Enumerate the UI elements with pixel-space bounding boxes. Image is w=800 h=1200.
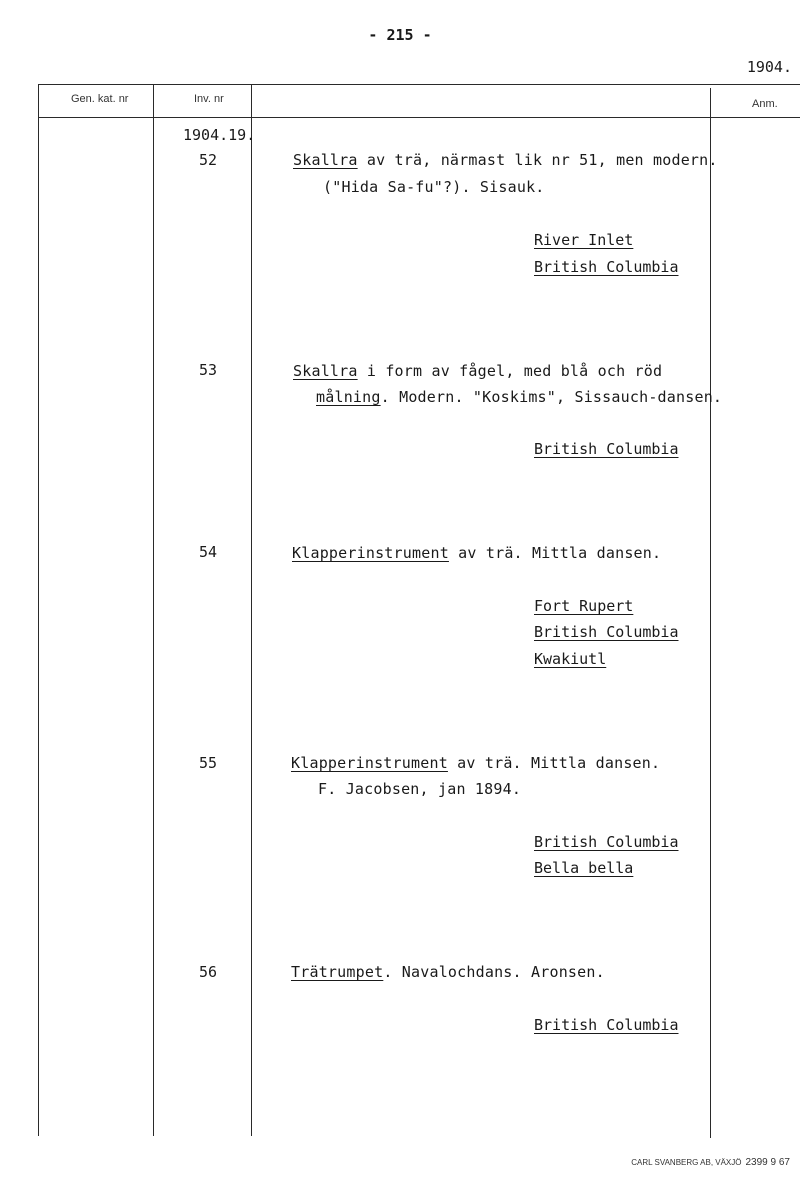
entry-place: British Columbia <box>534 258 679 276</box>
entry-place: Bella bella <box>534 859 634 877</box>
entry-place: River Inlet <box>534 231 634 249</box>
inv-number: 54 <box>199 543 218 561</box>
entry-term: Skallra <box>293 362 358 380</box>
entry-term: Klapperinstrument <box>291 754 448 772</box>
left-margin-rule <box>38 84 39 1136</box>
inv-number: 53 <box>199 361 218 379</box>
entry-desc-text: av trä. Mittla dansen. <box>448 544 662 562</box>
inv-number: 56 <box>199 963 218 981</box>
entry-desc-text: . Modern. "Koskims", Sissauch-dansen. <box>380 388 723 406</box>
entry-place: British Columbia <box>534 440 679 458</box>
entry-term: målning <box>316 388 381 406</box>
year-corner: 1904. <box>746 58 792 76</box>
printer-imprint <box>631 1157 790 1168</box>
entry-description-line2: F. Jacobsen, jan 1894. <box>318 780 522 798</box>
entry-description-line2 <box>316 388 722 406</box>
inv-number: 55 <box>199 754 218 772</box>
entry-description <box>291 963 605 981</box>
entry-desc-text: i form av fågel, med blå och röd <box>357 362 663 380</box>
entry-description <box>293 362 662 380</box>
entry-description <box>293 151 718 169</box>
desc-anm-divider <box>710 88 711 1138</box>
header-inv-nr: Inv. nr <box>194 93 224 105</box>
entry-description <box>292 544 661 562</box>
entry-term: Klapperinstrument <box>292 544 449 562</box>
inv-desc-divider <box>251 84 252 1136</box>
entry-desc-text: av trä. Mittla dansen. <box>447 754 661 772</box>
entry-term: Trätrumpet <box>291 963 384 981</box>
header-anm: Anm. <box>752 98 778 110</box>
gen-inv-divider <box>153 84 154 1136</box>
entry-place: Kwakiutl <box>534 650 607 668</box>
entry-desc-text: . Navalochdans. Aronsen. <box>383 963 605 981</box>
entry-place: British Columbia <box>534 833 679 851</box>
entry-place: British Columbia <box>534 1016 679 1034</box>
entry-description <box>291 754 660 772</box>
entry-desc-text: av trä, närmast lik nr 51, men modern. <box>357 151 718 169</box>
header-gen-kat-nr: Gen. kat. nr <box>71 93 129 105</box>
page-number: - 215 - <box>368 26 432 44</box>
form-code: 2399 9 67 <box>745 1157 790 1168</box>
inv-number: 52 <box>199 151 218 169</box>
entry-place: Fort Rupert <box>534 597 634 615</box>
entry-place: British Columbia <box>534 623 679 641</box>
entry-description-line2: ("Hida Sa-fu"?). Sisauk. <box>323 178 545 196</box>
entry-term: Skallra <box>293 151 358 169</box>
printer-name: CARL SVANBERG AB, VÄXJÖ <box>631 1158 742 1167</box>
inventory-year: 1904.19. <box>183 126 256 144</box>
